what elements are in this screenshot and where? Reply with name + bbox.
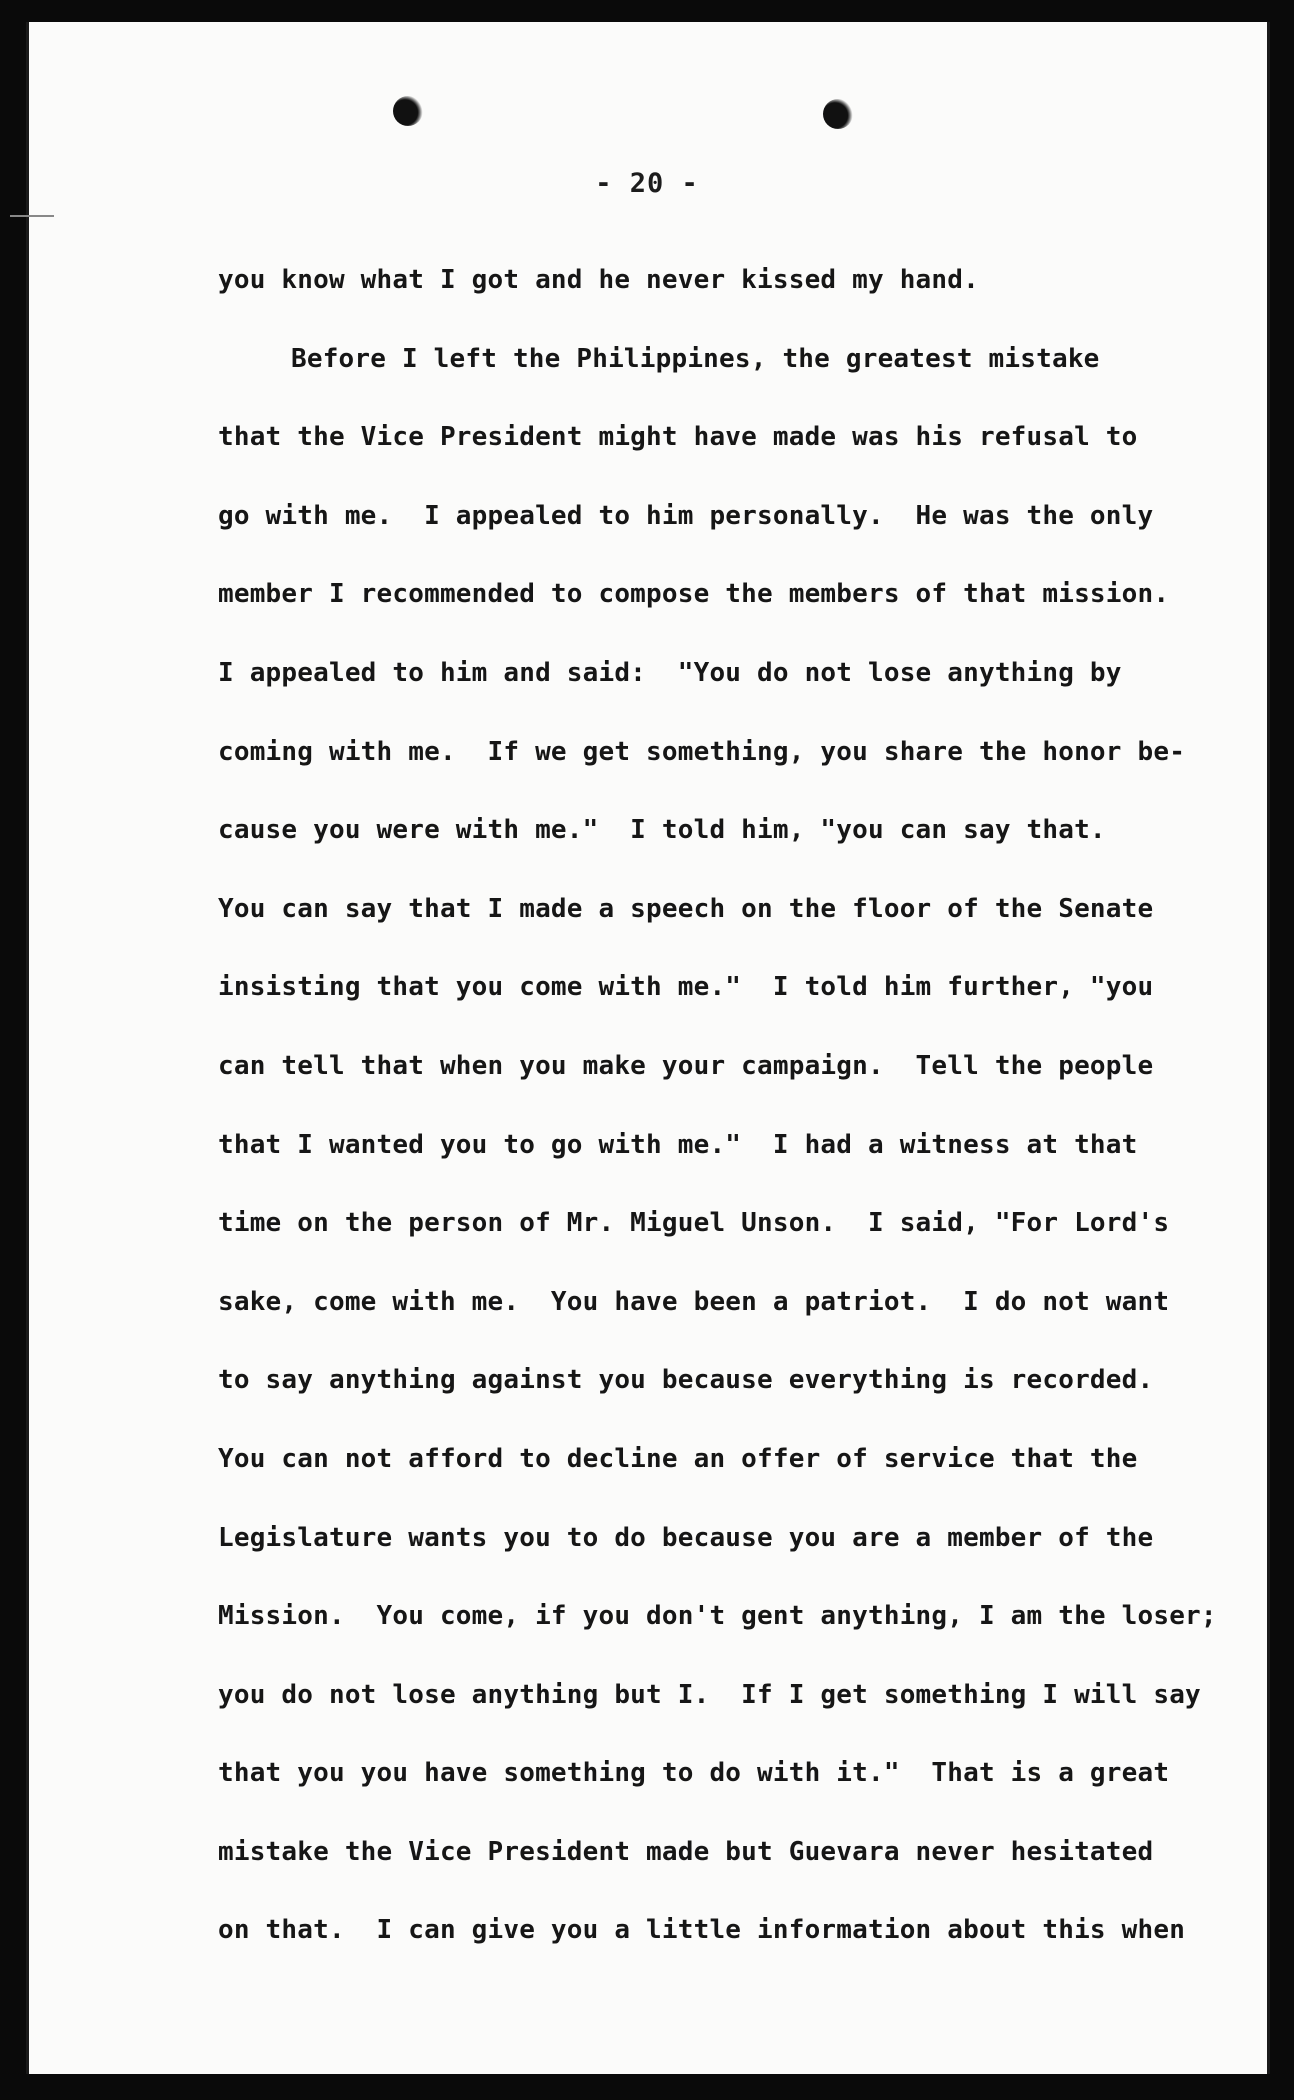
text-line: you know what I got and he never kissed my hand.: [218, 265, 979, 295]
text-line: on that. I can give you a little information about this when: [218, 1915, 1186, 1946]
text-line: that I wanted you to go with me." I had a witness at that: [218, 1129, 1138, 1160]
text-line: to say anything against you because everything is recorded.: [218, 1365, 1154, 1396]
text-line: mistake the Vice President made but Guevara never hesitated: [218, 1836, 1154, 1867]
punch-hole-right: [823, 99, 853, 129]
text-line: you do not lose anything but I. If I get something I will say: [218, 1679, 1201, 1710]
text-line: coming with me. If we get something, you share the honor be-: [218, 736, 1186, 767]
text-line: time on the person of Mr. Miguel Unson. I said, "For Lord's: [218, 1208, 1170, 1239]
text-line: Before I left the Philippines, the greatest mistake: [291, 343, 1100, 374]
text-line: sake, come with me. You have been a patriot. I do not want: [218, 1286, 1170, 1317]
body-text: [218, 254, 1217, 1983]
text-line: I appealed to him and said: "You do not lose anything by: [218, 657, 1122, 688]
text-line: You can say that I made a speech on the floor of the Senate: [218, 893, 1154, 924]
page-number: - 20 -: [595, 168, 699, 199]
text-line: that the Vice President might have made was his refusal to: [218, 422, 1138, 453]
text-line: go with me. I appealed to him personally. He was the only: [218, 500, 1154, 531]
text-line: that you you have something to do with it." That is a great: [218, 1758, 1170, 1789]
punch-hole-left: [393, 96, 423, 126]
margin-mark: [10, 215, 54, 217]
text-line: Mission. You come, if you don't gent anything, I am the loser;: [218, 1601, 1217, 1632]
text-line: can tell that when you make your campaign. Tell the people: [218, 1050, 1154, 1081]
text-line: insisting that you come with me." I told him further, "you: [218, 972, 1154, 1003]
text-line: You can not afford to decline an offer of service that the: [218, 1443, 1138, 1474]
text-line: cause you were with me." I told him, "you can say that.: [218, 815, 1106, 846]
text-line: member I recommended to compose the members of that mission.: [218, 579, 1170, 610]
text-line: Legislature wants you to do because you are a member of the: [218, 1522, 1154, 1553]
